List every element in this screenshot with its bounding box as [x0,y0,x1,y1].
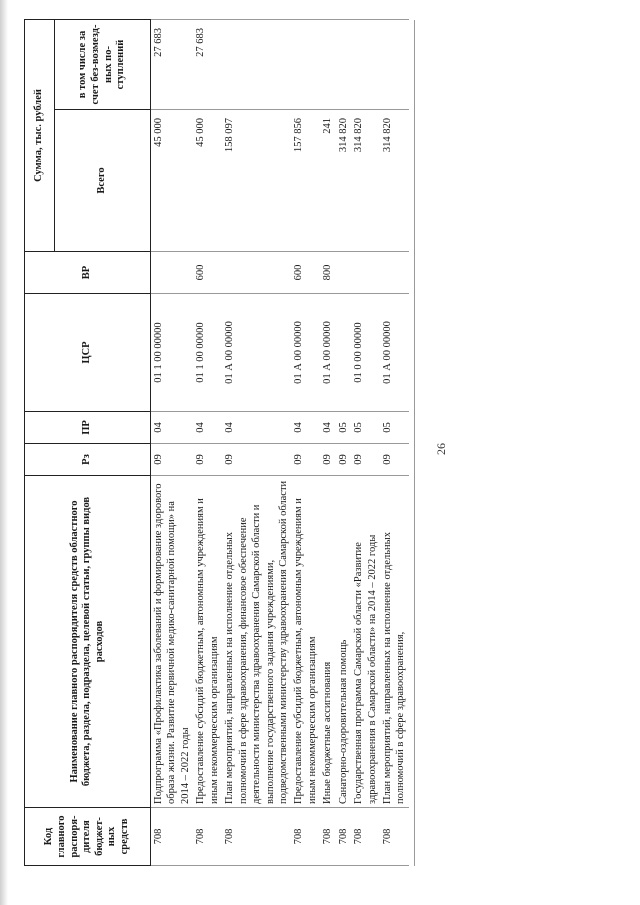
cell-pr: 04 [291,412,320,444]
cell-rz: 09 [380,444,409,476]
cell-vr [222,252,291,294]
cell-vr: 600 [291,252,320,294]
header-code: Код главного распоря-дителя бюджет-ных средств [25,808,151,866]
cell-gratuitous: 27 683 [193,20,222,110]
cell-name: Иные бюджетные ассигнования [320,476,335,808]
table-body [151,20,409,866]
cell-total: 241 [320,110,335,252]
table-bottom-edge [414,20,415,866]
cell-csr: 01 А 00 00000 [291,294,320,412]
cell-pr: 05 [380,412,409,444]
cell-vr [151,252,194,294]
cell-gratuitous: 27 683 [151,20,194,110]
cell-vr [336,252,351,294]
cell-rz: 09 [222,444,291,476]
cell-total: 45 000 [151,110,194,252]
cell-name: Предоставление субсидий бюджетным, автономным учреждениям и иным некоммерческим организациям [291,476,320,808]
table-row [336,20,351,866]
page-number: 26 [434,443,448,455]
cell-code: 708 [193,808,222,866]
cell-name: План мероприятий, направленных на исполнение отдельных полномочий в сфере здравоохранения, финансовое обеспечение деятельности министерства здравоохранения Самарской области и выполнение государственного задания учреждениями, подведомственными министерству здравоохранения Самарской области [222,476,291,808]
cell-csr: 01 1 00 00000 [151,294,194,412]
cell-code: 708 [291,808,320,866]
cell-pr: 05 [351,412,380,444]
cell-code: 708 [222,808,291,866]
cell-rz: 09 [336,444,351,476]
cell-rz: 09 [291,444,320,476]
cell-vr [351,252,380,294]
cell-code: 708 [320,808,335,866]
header-total: Всего [55,110,151,252]
cell-csr: 01 0 00 00000 [351,294,380,412]
cell-total: 157 856 [291,110,320,252]
cell-name: Санаторно-оздоровительная помощь [336,476,351,808]
cell-gratuitous [351,20,380,110]
header-name: Наименование главного распорядителя средств областного бюджета, раздела, подраздела, целевой статьи, группы видов расходов [25,476,151,808]
cell-total: 158 097 [222,110,291,252]
header-rz: Рз [25,444,151,476]
cell-gratuitous [380,20,409,110]
cell-pr: 05 [336,412,351,444]
cell-total: 314 820 [380,110,409,252]
table-row [193,20,222,866]
cell-name: Государственная программа Самарской области «Развитие здравоохранения в Самарской области» на 2014 – 2022 годы [351,476,380,808]
cell-csr: 01 А 00 00000 [222,294,291,412]
cell-vr: 600 [193,252,222,294]
header-sum-group: Сумма, тыс. рублей [25,20,55,252]
table-row [380,20,409,866]
cell-pr: 04 [222,412,291,444]
cell-total: 45 000 [193,110,222,252]
header-pr: ПР [25,412,151,444]
cell-code: 708 [336,808,351,866]
cell-vr [380,252,409,294]
cell-gratuitous [222,20,291,110]
cell-pr: 04 [320,412,335,444]
header-vr: ВР [25,252,151,294]
cell-code: 708 [380,808,409,866]
cell-code: 708 [351,808,380,866]
table-row [351,20,380,866]
table-row [151,20,194,866]
cell-csr: 01 А 00 00000 [380,294,409,412]
cell-pr: 04 [193,412,222,444]
cell-name: Подпрограмма «Профилактика заболеваний и формирование здорового образа жизни. Развитие первичной медико-санитарной помощи» на 2014 – 2022 годы [151,476,194,808]
table-row [291,20,320,866]
cell-code: 708 [151,808,194,866]
cell-pr: 04 [151,412,194,444]
cell-csr [336,294,351,412]
cell-rz: 09 [351,444,380,476]
cell-gratuitous [320,20,335,110]
cell-rz: 09 [320,444,335,476]
cell-total: 314 820 [336,110,351,252]
cell-gratuitous [336,20,351,110]
table-row [222,20,291,866]
header-csr: ЦСР [25,294,151,412]
rotated-page [22,18,622,880]
cell-name: План мероприятий, направленных на исполнение отдельных полномочий в сфере здравоохранения, [380,476,409,808]
budget-table [24,19,409,866]
cell-rz: 09 [193,444,222,476]
header-gratuitous: в том числе за счет без-возмезд-ных по-ступлений [55,20,151,110]
cell-gratuitous [291,20,320,110]
cell-csr: 01 А 00 00000 [320,294,335,412]
cell-csr: 01 1 00 00000 [193,294,222,412]
table-row [320,20,335,866]
cell-rz: 09 [151,444,194,476]
cell-vr: 800 [320,252,335,294]
cell-total: 314 820 [351,110,380,252]
cell-name: Предоставление субсидий бюджетным, автономным учреждениям и иным некоммерческим организациям [193,476,222,808]
scan-edge [0,0,8,905]
